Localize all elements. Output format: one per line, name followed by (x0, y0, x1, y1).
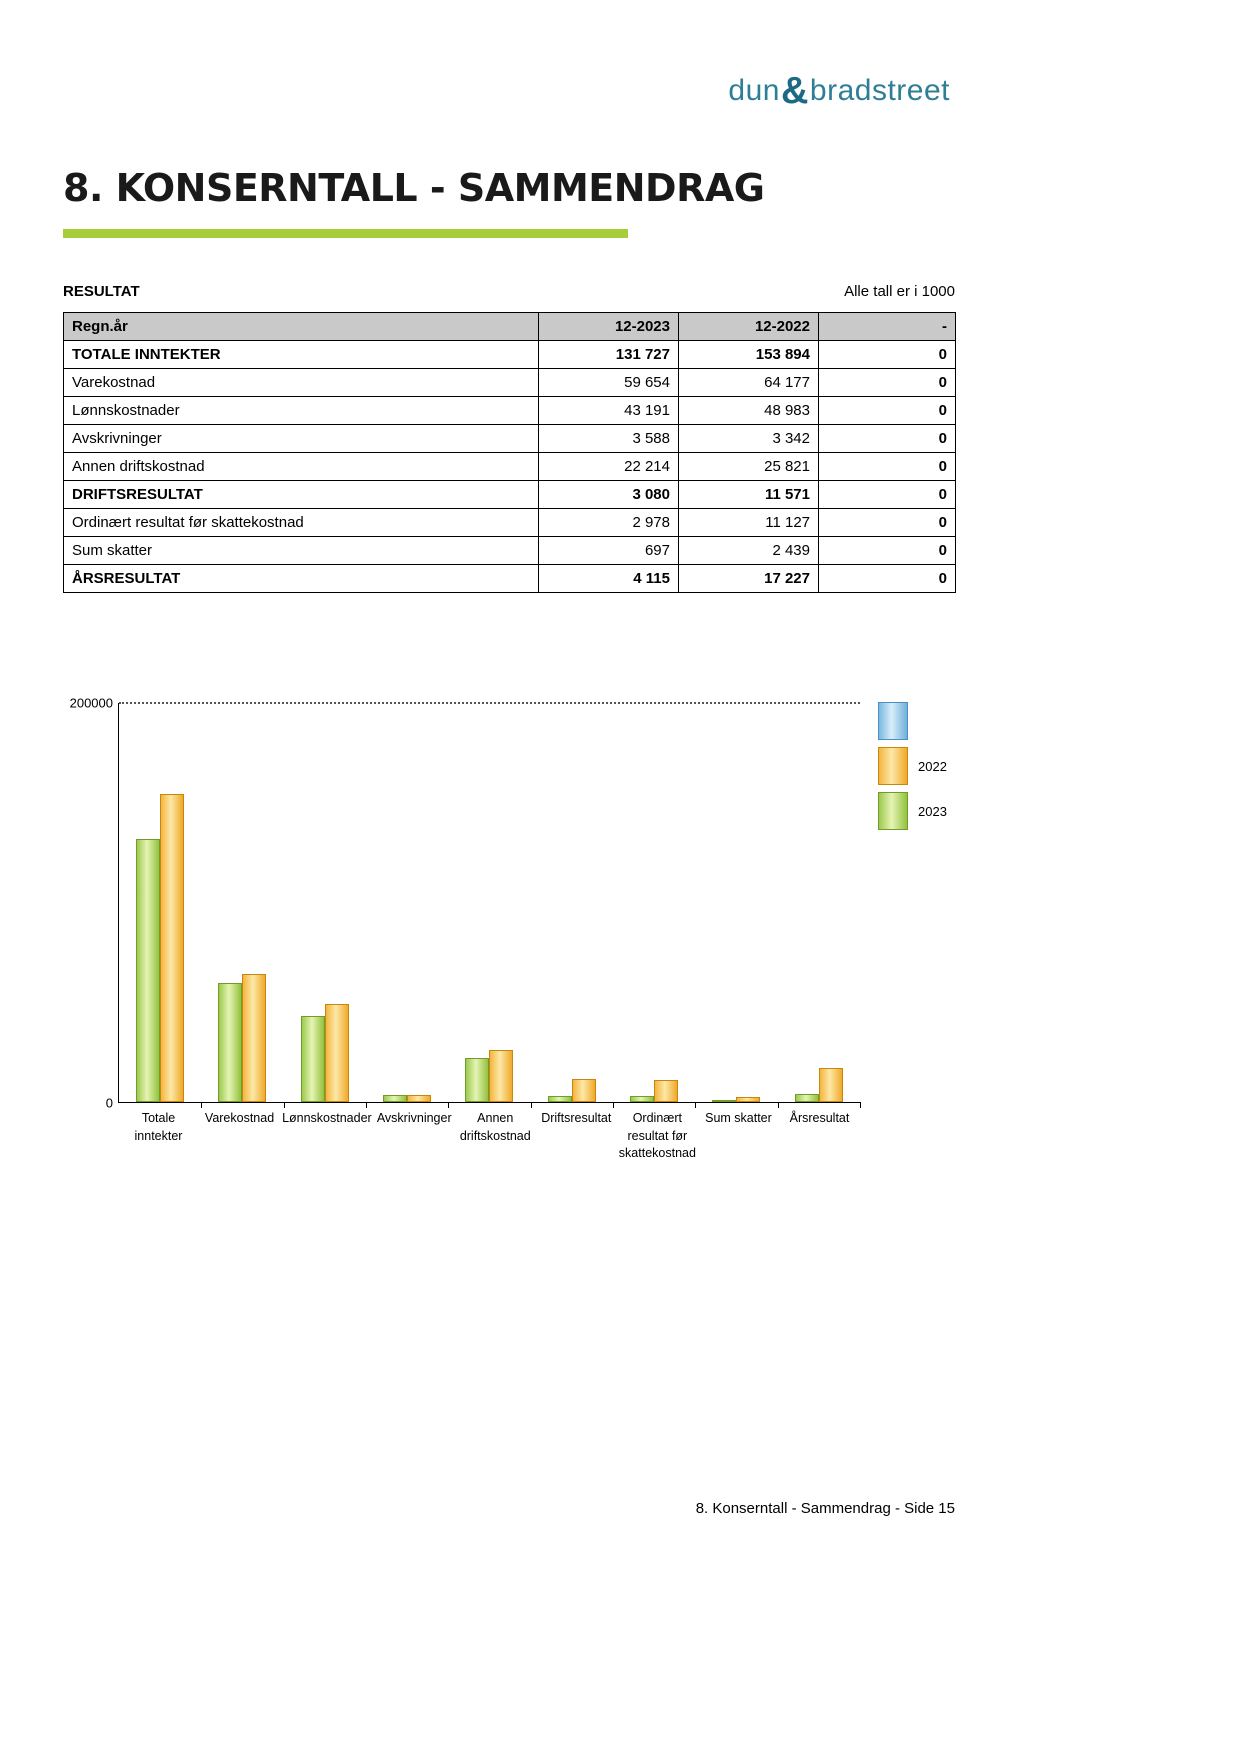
legend-item (878, 792, 947, 830)
value-2023: 3 080 (539, 481, 679, 509)
bar-2022 (242, 974, 266, 1102)
bar-group (695, 703, 777, 1102)
bar-2023 (712, 1100, 736, 1102)
value-2022: 48 983 (679, 397, 819, 425)
row-label: Annen driftskostnad (64, 453, 539, 481)
value-2023: 131 727 (539, 341, 679, 369)
logo-dun: dun (728, 74, 780, 107)
page-title: 8. KONSERNTALL - SAMMENDRAG (63, 166, 765, 210)
result-table (63, 312, 956, 593)
bar-2022 (654, 1080, 678, 1102)
value-2022: 17 227 (679, 565, 819, 593)
bar-2022 (819, 1068, 843, 1102)
value-2022: 64 177 (679, 369, 819, 397)
header-12-2022: 12-2022 (679, 313, 819, 341)
row-label: DRIFTSRESULTAT (64, 481, 539, 509)
legend-swatch-2022 (878, 747, 908, 785)
value-2023: 4 115 (539, 565, 679, 593)
units-note: Alle tall er i 1000 (844, 283, 955, 300)
bar-2022 (489, 1050, 513, 1102)
value-2022: 11 571 (679, 481, 819, 509)
bar-group (119, 703, 201, 1102)
value-2022: 153 894 (679, 341, 819, 369)
value-extra: 0 (819, 369, 956, 397)
bar-group (366, 703, 448, 1102)
chart-plot-area (118, 703, 860, 1103)
x-label: Ordinært resultat før skattekostnad (618, 1111, 696, 1160)
x-label: Sum skatter (705, 1111, 772, 1125)
bar-group (448, 703, 530, 1102)
header-12-2023: 12-2023 (539, 313, 679, 341)
table-row (64, 425, 956, 453)
legend-swatch-2023 (878, 792, 908, 830)
value-2022: 25 821 (679, 453, 819, 481)
bar-2022 (325, 1004, 349, 1102)
x-label: Annen driftskostnad (459, 1111, 531, 1143)
table-row (64, 565, 956, 593)
bar-2022 (572, 1079, 596, 1102)
row-label: Lønnskostnader (64, 397, 539, 425)
bar-2023 (795, 1094, 819, 1102)
legend-label: 2023 (918, 803, 947, 819)
value-2022: 11 127 (679, 509, 819, 537)
table-row (64, 453, 956, 481)
x-label: Totale inntekter (134, 1111, 183, 1143)
value-2023: 3 588 (539, 425, 679, 453)
result-section-label: RESULTAT (63, 283, 140, 300)
legend-item (878, 747, 947, 785)
value-extra: 0 (819, 341, 956, 369)
y-axis-zero-label: 0 (105, 1095, 113, 1111)
value-extra: 0 (819, 397, 956, 425)
bar-2023 (548, 1096, 572, 1102)
title-accent-bar (63, 229, 628, 238)
x-axis-labels (118, 1110, 860, 1163)
bar-2023 (465, 1058, 489, 1102)
value-2022: 2 439 (679, 537, 819, 565)
bar-group (531, 703, 613, 1102)
value-extra: 0 (819, 481, 956, 509)
x-label: Avskrivninger (376, 1111, 452, 1125)
legend-item (878, 702, 947, 740)
value-extra: 0 (819, 453, 956, 481)
row-label: ÅRSRESULTAT (64, 565, 539, 593)
value-2023: 2 978 (539, 509, 679, 537)
bar-2022 (160, 794, 184, 1102)
row-label: Avskrivninger (64, 425, 539, 453)
x-label: Årsresultat (789, 1111, 850, 1125)
y-axis-max-label: 200000 (69, 695, 113, 711)
bar-2023 (383, 1095, 407, 1102)
page-footer: 8. Konserntall - Sammendrag - Side 15 (695, 1500, 955, 1517)
table-row (64, 509, 956, 537)
chart-legend (878, 702, 947, 837)
dun-bradstreet-logo (728, 70, 950, 113)
table-row (64, 369, 956, 397)
table-caption-row (63, 283, 955, 300)
value-2023: 59 654 (539, 369, 679, 397)
value-2023: 43 191 (539, 397, 679, 425)
value-2023: 22 214 (539, 453, 679, 481)
value-extra: 0 (819, 425, 956, 453)
result-bar-chart (63, 690, 955, 1180)
value-extra: 0 (819, 509, 956, 537)
row-label: Sum skatter (64, 537, 539, 565)
x-label: Lønnskostnader (282, 1111, 372, 1125)
table-row (64, 341, 956, 369)
table-header-row (64, 313, 956, 341)
bar-group (778, 703, 860, 1102)
table-row (64, 537, 956, 565)
row-label: Varekostnad (64, 369, 539, 397)
value-extra: 0 (819, 565, 956, 593)
bar-group (201, 703, 283, 1102)
logo-ampersand-icon: & (780, 70, 809, 112)
bar-2023 (218, 983, 242, 1102)
bar-group (613, 703, 695, 1102)
bar-2023 (630, 1096, 654, 1102)
row-label: Ordinært resultat før skattekostnad (64, 509, 539, 537)
bar-2023 (301, 1016, 325, 1102)
row-label: TOTALE INNTEKTER (64, 341, 539, 369)
legend-swatch-blue (878, 702, 908, 740)
logo-bradstreet: bradstreet (809, 74, 950, 107)
header-dash: - (819, 313, 956, 341)
x-label: Varekostnad (204, 1111, 275, 1125)
value-2023: 697 (539, 537, 679, 565)
bar-2023 (136, 839, 160, 1102)
legend-label: 2022 (918, 758, 947, 774)
bar-2022 (407, 1095, 431, 1102)
x-label: Driftsresultat (541, 1111, 612, 1125)
table-row (64, 481, 956, 509)
value-2022: 3 342 (679, 425, 819, 453)
header-regnaar: Regn.år (64, 313, 539, 341)
value-extra: 0 (819, 537, 956, 565)
bar-group (284, 703, 366, 1102)
table-row (64, 397, 956, 425)
bar-2022 (736, 1097, 760, 1102)
